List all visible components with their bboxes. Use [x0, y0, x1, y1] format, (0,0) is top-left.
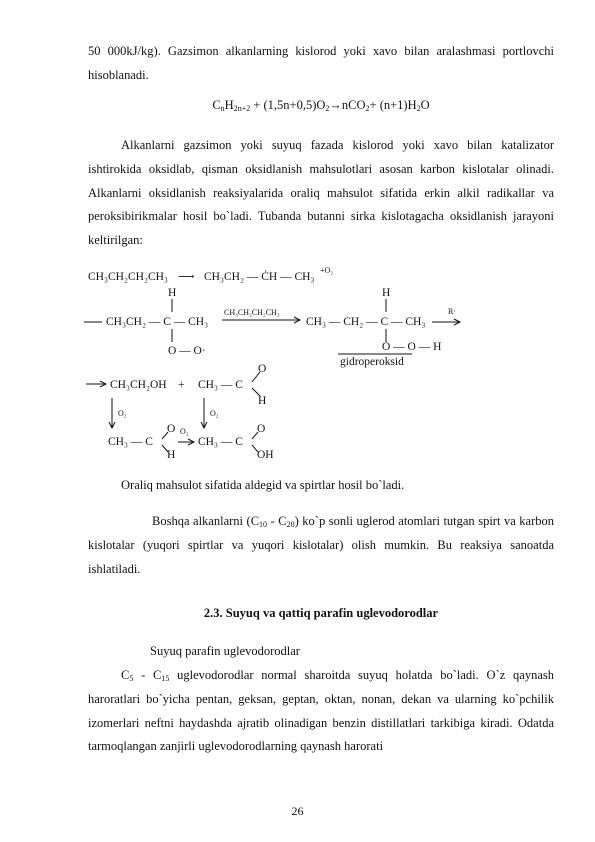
scheme-o2-label-3: O₂: [180, 427, 189, 436]
scheme-acetaldehyde-o: O: [258, 363, 267, 375]
scheme-acetic-acid-o: O: [257, 423, 266, 435]
scheme-acetaldehyde-2: CH₃ — C: [108, 436, 153, 448]
scheme-acetaldehyde: CH₃ — C: [198, 379, 243, 391]
scheme-acetaldehyde-h: H: [258, 395, 267, 407]
butane-oxidation-scheme: [82, 262, 552, 462]
combustion-equation: $C_nH_{2n+2} + (1,5n+0,5)O_2\to nCO_2+ (n+1)H_2O$: [212, 98, 430, 113]
scheme-acetic-acid-oh: OH: [257, 449, 274, 461]
scheme-arrow-1: ⟶: [178, 271, 195, 283]
intro-paragraph: 50 000kJ/kg). Gazsimon alkanlarning kislorod yoki xavo bilan aralashmasi portlovchi hisoblanadi.: [88, 44, 554, 82]
scheme-radical-r: R·: [448, 307, 456, 316]
scheme-h-top-2: H: [382, 287, 391, 299]
scheme-reagent-o2: +O₂: [320, 266, 334, 275]
higher-alkanes-paragraph: Boshqa alkanlarni $(C_{10} - C_{20})$ ko`p sonli uglerod atomlari tutgan spirt va karbon kislotalar (yuqori spirtlar va yuqori kislotalar) olish mumkin. Bu reaksiya sanoatda ishlatiladi.: [88, 514, 554, 576]
oxidation-paragraph: Alkanlarni gazsimon yoki suyuq fazada kislorod yoki xavo bilan katalizator ishtirokida oksidlab, qisman oksidlanish mahsulotlari asosan karbon kislotalar olinadi. Alkanlarni oksidlanish reaksiyalarida oraliq mahsulot sifatida erkin alkil radikallar va peroksibirikmalar hosil bo`ladi. Tubanda butanni sirka kislotagacha oksidlanish jarayoni keltirilgan:: [88, 138, 554, 248]
section-title: 2.3. Suyuq va qattiq parafin uglevodorodlar: [203, 606, 439, 620]
scheme-radical: CH₃CH₂ — ĊH — CH₃: [204, 271, 315, 283]
scheme-plus: +: [178, 379, 185, 391]
intermediate-paragraph: Oraliq mahsulot sifatida aldegid va spirtlar hosil bo`ladi.: [121, 478, 405, 492]
scheme-ooh: O — O — H: [382, 341, 442, 353]
liquid-paraffin-paragraph: $C_5 - C_{15}$ uglevodorodlar normal sharoitda suyuq holatda bo`ladi. O`z qaynash haroratlari bo`yicha pentan, geksan, geptan, oktan, nonan, dekan va ularning ko`pchilik izomerlari neftni haydashda ajratib olinadigan benzin distillatlari tarkibiga kiradi. Odatda tarmoqlangan zanjirli uglevodorodlarning qaynash harorati: [88, 668, 555, 754]
scheme-reagent-butane: CH₃CH₂CH₂CH₃: [224, 308, 280, 317]
scheme-acetic-acid: CH₃ — C: [198, 436, 243, 448]
reaction-arrow: →: [329, 98, 342, 112]
scheme-o2-label-2: O₂: [210, 409, 219, 418]
scheme-acetaldehyde-2-h: H: [167, 449, 176, 461]
scheme-hydroperoxide-label: gidroperoksid: [340, 356, 404, 368]
scheme-ethanol: CH₃CH₂OH: [110, 379, 167, 391]
scheme-oo-radical: O — O·: [168, 345, 206, 357]
scheme-butane: CH₃CH₂CH₂CH₃: [88, 271, 168, 283]
scheme-acetaldehyde-2-o: O: [167, 423, 176, 435]
scheme-peroxy-radical: CH₃CH₂ — C — CH₃: [106, 316, 209, 328]
scheme-o2-label-1: O₂: [118, 409, 127, 418]
subheading: Suyuq parafin uglevodorodlar: [150, 644, 300, 658]
scheme-hydroperoxide: CH₃ — CH₂ — C — CH₃: [306, 316, 426, 328]
page-number: 26: [291, 804, 304, 818]
scheme-h-top-1: H: [168, 287, 177, 299]
